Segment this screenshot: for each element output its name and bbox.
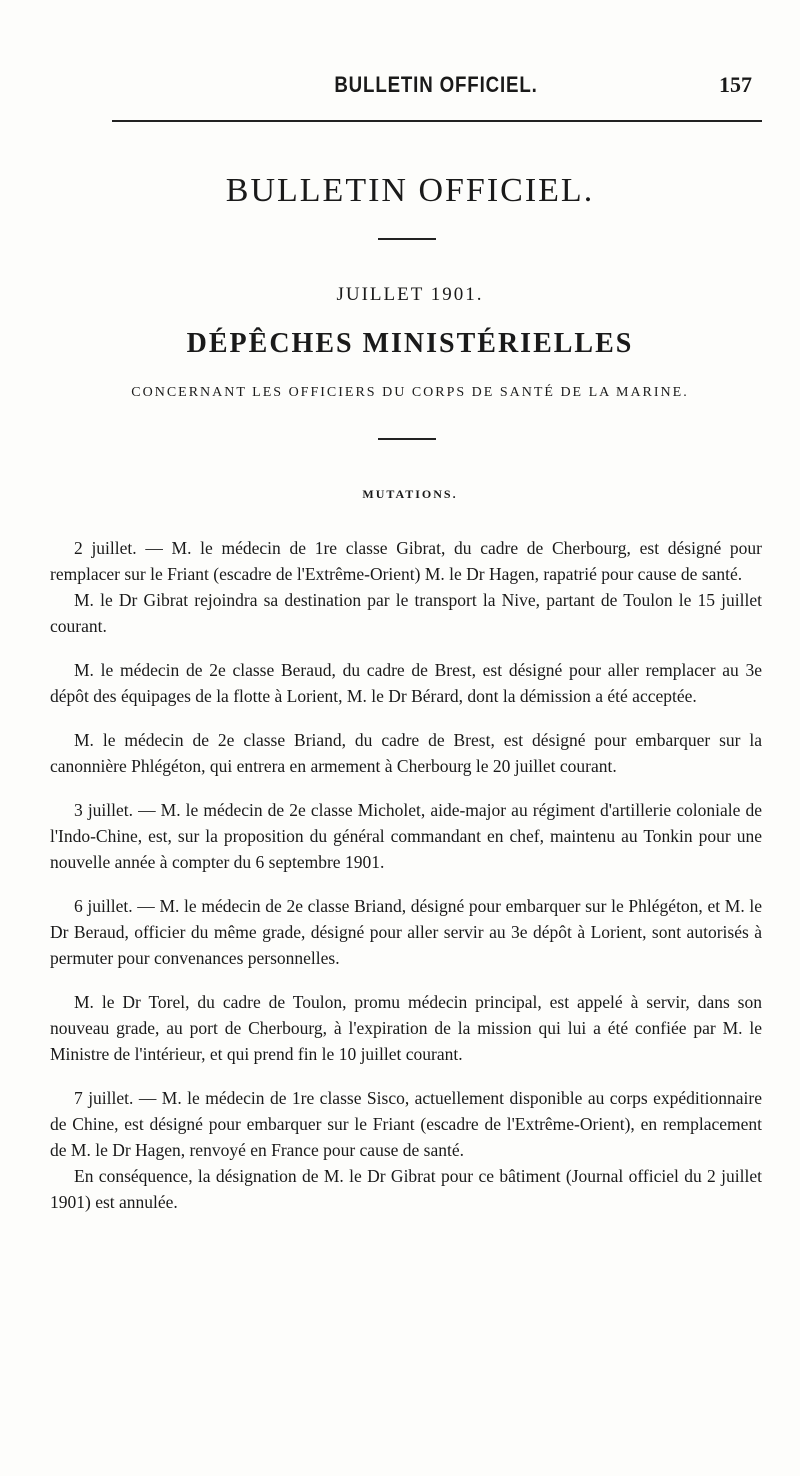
page-number: 157 bbox=[719, 72, 752, 97]
date-heading: JUILLET 1901. bbox=[336, 284, 484, 305]
section-divider bbox=[378, 438, 436, 440]
paragraph: M. le médecin de 2e classe Beraud, du cadre de Brest, est désigné pour aller remplacer au 3e dépôt des équipages de la flotte à Lorient, M. le Dr Bérard, dont la démission a été acceptée. bbox=[50, 660, 762, 706]
title-divider bbox=[378, 238, 436, 240]
paragraph: M. le médecin de 2e classe Briand, du cadre de Brest, est désigné pour embarquer sur la canonnière Phlégéton, qui entrera en armement à Cherbourg le 20 juillet courant. bbox=[50, 730, 762, 776]
paragraph: 7 juillet. — M. le médecin de 1re classe Sisco, actuellement disponible au corps expéditionnaire de Chine, est désigné pour embarquer sur le Friant (escadre de l'Extrême-Orient), en remplacement de M. le Dr Hagen, renvoyé en France pour cause de santé. bbox=[50, 1088, 762, 1160]
paragraph: M. le Dr Gibrat rejoindra sa destination par le transport la Nive, partant de Toulon le 15 juillet courant. bbox=[50, 590, 762, 636]
section-heading: MUTATIONS. bbox=[362, 487, 458, 501]
running-title: BULLETIN OFFICIEL. bbox=[334, 72, 538, 97]
department-heading: DÉPÊCHES MINISTÉRIELLES bbox=[186, 328, 634, 359]
sub-heading: CONCERNANT LES OFFICIERS DU CORPS DE SANTÉ DE LA MARINE. bbox=[131, 385, 689, 400]
header-rule bbox=[112, 120, 762, 122]
main-title: BULLETIN OFFICIEL. bbox=[225, 172, 595, 209]
paragraph: M. le Dr Torel, du cadre de Toulon, promu médecin principal, est appelé à servir, dans son nouveau grade, au port de Cherbourg, à l'expiration de la mission qui lui a été confiée par M. le Ministre de l'intérieur, et qui prend fin le 10 juillet courant. bbox=[50, 992, 762, 1064]
paragraph: 3 juillet. — M. le médecin de 2e classe Micholet, aide-major au régiment d'artillerie coloniale de l'Indo-Chine, est, sur la proposition du général commandant en chef, maintenu au Tonkin pour une nouvelle année à compter du 6 septembre 1901. bbox=[50, 800, 762, 872]
running-header bbox=[120, 72, 752, 112]
body-text bbox=[50, 535, 762, 1233]
paragraph: 6 juillet. — M. le médecin de 2e classe Briand, désigné pour embarquer sur le Phlégéton, et M. le Dr Beraud, officier du même grade, désigné pour aller servir au 3e dépôt à Lorient, sont autorisés à permuter pour convenances personnelles. bbox=[50, 896, 762, 968]
paragraph: En conséquence, la désignation de M. le Dr Gibrat pour ce bâtiment (Journal officiel du 2 juillet 1901) est annulée. bbox=[50, 1166, 762, 1212]
paragraph: 2 juillet. — M. le médecin de 1re classe Gibrat, du cadre de Cherbourg, est désigné pour remplacer sur le Friant (escadre de l'Extrême-Orient) M. le Dr Hagen, rapatrié pour cause de santé. bbox=[50, 538, 762, 584]
